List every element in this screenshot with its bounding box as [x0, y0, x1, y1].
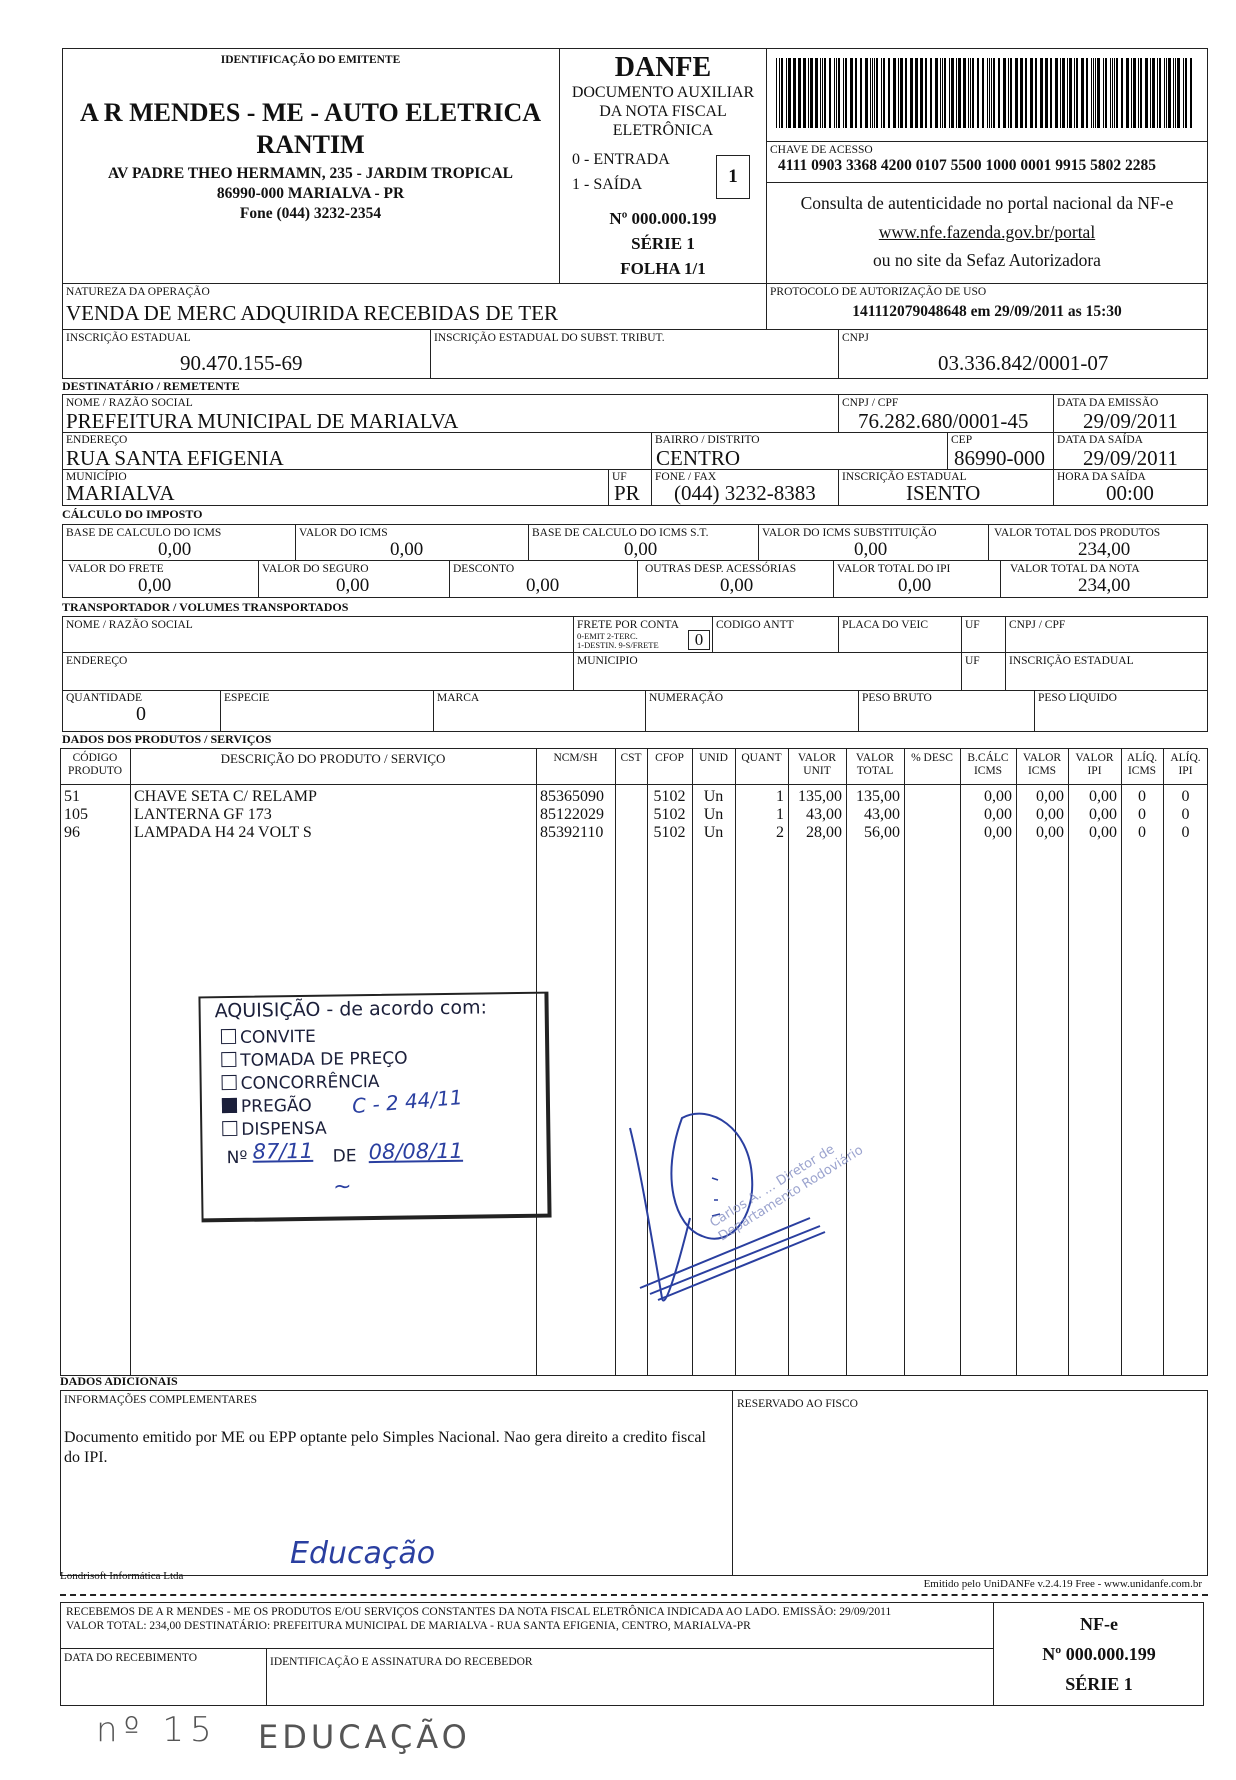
dest-hora-value: 00:00 — [1106, 481, 1154, 505]
total-nota-label: VALOR TOTAL DA NOTA — [1010, 563, 1140, 575]
danfe-numero: Nº 000.000.199 — [609, 209, 717, 228]
dest-ie-value: ISENTO — [906, 481, 981, 505]
stamp-scribble: ~ — [332, 1174, 352, 1200]
total-produtos-label: VALOR TOTAL DOS PRODUTOS — [994, 527, 1161, 539]
protocolo-value: 141112079048648 em 29/09/2011 as 15:30 — [852, 303, 1122, 320]
aquisicao-stamp — [198, 992, 551, 1223]
desconto-label: DESCONTO — [453, 563, 515, 575]
transp-especie-label: ESPECIE — [224, 692, 270, 704]
table-cell: 135,00 — [798, 788, 842, 805]
dest-saida-label: DATA DA SAÍDA — [1057, 434, 1143, 446]
dest-cnpj-value: 76.282.680/0001-45 — [858, 409, 1029, 433]
column-header: VALOR ICMS — [1022, 752, 1062, 777]
danfe-tipo-box: 1 — [716, 155, 750, 199]
danfe-folha: FOLHA 1/1 — [620, 259, 706, 278]
table-cell: 0,00 — [1036, 806, 1064, 823]
column-divider — [615, 748, 616, 1376]
imposto-section: CÁLCULO DO IMPOSTO — [62, 507, 203, 521]
table-cell: 43,00 — [864, 806, 900, 823]
stamp-num-handwritten: 87/11 — [252, 1138, 314, 1164]
table-cell: 1 — [776, 806, 784, 823]
dest-emissao-label: DATA DA EMISSÃO — [1057, 397, 1159, 409]
column-header: % DESC — [911, 752, 953, 764]
danfe-entrada: 0 - ENTRADA — [572, 151, 670, 168]
emitente-section-label: IDENTIFICAÇÃO DO EMITENTE — [220, 54, 401, 66]
base-icms-label: BASE DE CALCULO DO ICMS — [66, 527, 222, 539]
column-divider — [1163, 748, 1164, 1376]
dest-municipio-label: MUNICÍPIO — [66, 471, 127, 483]
base-st-label: BASE DE CALCULO DO ICMS S.T. — [532, 527, 709, 539]
table-cell: 43,00 — [806, 806, 842, 823]
table-cell: CHAVE SETA C/ RELAMP — [134, 788, 317, 805]
adicionais-section: DADOS ADICIONAIS — [60, 1374, 178, 1388]
produtos-section: DADOS DOS PRODUTOS / SERVIÇOS — [62, 732, 272, 746]
director-stamp: Carlos A. ... Diretor de Departamento Rodoviário — [707, 1141, 866, 1245]
stamp-date-handwritten: 08/08/11 — [368, 1138, 464, 1165]
info-complementares-text: Documento emitido por ME ou EPP optante pelo Simples Nacional. Nao gera direito a credito fiscal do IPI. — [64, 1429, 706, 1466]
transportador-section: TRANSPORTADOR / VOLUMES TRANSPORTADOS — [62, 600, 349, 614]
cut-line — [60, 1594, 1208, 1596]
dest-endereco-value: RUA SANTA EFIGENIA — [66, 446, 284, 470]
dest-emissao-value: 29/09/2011 — [1083, 409, 1178, 433]
consulta-line-1: Consulta de autenticidade no portal nacional da NF-e — [800, 193, 1174, 213]
transp-numeracao-label: NUMERAÇÃO — [649, 692, 724, 704]
emitente-name-1: A R MENDES - ME - AUTO ELETRICA — [79, 98, 542, 127]
table-cell: Un — [703, 824, 724, 841]
table-cell: 0 — [1138, 824, 1146, 841]
stamp-opt-pregao: PREGÃO — [222, 1096, 312, 1117]
table-cell: 0 — [1181, 806, 1190, 823]
table-cell: 0,00 — [984, 806, 1012, 823]
canhoto-text-2: VALOR TOTAL: 234,00 DESTINATÁRIO: PREFEITURA MUNICIPAL DE MARIALVA - RUA SANTA EFIGENIA, CENTRO, MARIALVA-PR — [66, 1620, 751, 1632]
table-cell: 5102 — [653, 824, 686, 841]
emitente-name-2: RANTIM — [256, 130, 365, 159]
transp-endereco-label: ENDEREÇO — [66, 655, 128, 667]
canhoto-nfe: NF-e — [1080, 1614, 1118, 1634]
column-header: DESCRIÇÃO DO PRODUTO / SERVIÇO — [220, 751, 446, 766]
valor-icms-label: VALOR DO ICMS — [299, 527, 388, 539]
natureza-value: VENDA DE MERC ADQUIRIDA RECEBIDAS DE TER — [66, 301, 558, 325]
protocolo-label: PROTOCOLO DE AUTORIZAÇÃO DE USO — [770, 286, 987, 298]
column-header: UNID — [699, 752, 728, 764]
outras-label: OUTRAS DESP. ACESSÓRIAS — [645, 563, 797, 575]
emitente-phone: Fone (044) 3232-2354 — [239, 205, 382, 222]
stamp-pregao-handwritten: C - 2 44/11 — [351, 1084, 464, 1119]
column-header: ALÍQ. IPI — [1170, 752, 1201, 777]
stamp-title: AQUISIÇÃO - de acordo com: — [214, 996, 488, 1023]
software-label: Londrisoft Informática Ltda — [60, 1570, 184, 1582]
dest-fone-label: FONE / FAX — [655, 471, 717, 483]
transp-quantidade-label: QUANTIDADE — [66, 692, 143, 704]
emitente-city: 86990-000 MARIALVA - PR — [216, 185, 405, 202]
transp-nome-label: NOME / RAZÃO SOCIAL — [66, 619, 193, 631]
danfe-title: DANFE — [614, 52, 712, 83]
column-divider — [1016, 748, 1017, 1376]
column-header: QUANT — [741, 752, 782, 764]
canhoto-numero: Nº 000.000.199 — [1042, 1644, 1156, 1664]
column-header: CST — [620, 752, 642, 764]
data-recebimento-label: DATA DO RECEBIMENTO — [64, 1652, 198, 1664]
table-cell: 0,00 — [1036, 788, 1064, 805]
stamp-opt-tomada: TOMADA DE PREÇO — [221, 1049, 407, 1072]
dest-uf-value: PR — [614, 481, 640, 505]
desconto-value: 0,00 — [526, 575, 560, 596]
frete-value: 0,00 — [138, 575, 172, 596]
table-cell: Un — [703, 788, 724, 805]
dest-saida-value: 29/09/2011 — [1083, 446, 1178, 470]
adicionais-frame — [60, 1390, 1208, 1576]
table-cell: 1 — [776, 788, 784, 805]
dest-ie-label: INSCRIÇÃO ESTADUAL — [842, 471, 967, 483]
consulta-line-2: ou no site da Sefaz Autorizadora — [873, 250, 1101, 270]
table-cell: 0,00 — [984, 824, 1012, 841]
valor-st-label: VALOR DO ICMS SUBSTITUIÇÃO — [762, 527, 937, 539]
footer-handwritten-number: nº 15 — [96, 1710, 218, 1750]
transp-marca-label: MARCA — [437, 692, 480, 704]
dest-municipio-value: MARIALVA — [66, 481, 175, 505]
danfe-subtitle-2: DA NOTA FISCAL — [599, 103, 727, 120]
transp-frete-label: FRETE POR CONTA — [577, 619, 679, 631]
cnpj-label: CNPJ — [842, 332, 869, 344]
column-header: CÓDIGO PRODUTO — [67, 752, 123, 777]
dest-cep-value: 86990-000 — [954, 446, 1045, 470]
dest-bairro-value: CENTRO — [656, 446, 740, 470]
table-cell: 0,00 — [1089, 788, 1117, 805]
frete-label: VALOR DO FRETE — [68, 563, 164, 575]
table-cell: LAMPADA H4 24 VOLT S — [134, 824, 312, 841]
danfe-subtitle-1: DOCUMENTO AUXILIAR — [571, 84, 755, 101]
transp-quantidade-value: 0 — [136, 703, 146, 725]
dest-nome-label: NOME / RAZÃO SOCIAL — [66, 397, 193, 409]
stamp-num-prefix: Nº — [226, 1147, 248, 1169]
table-cell: 56,00 — [864, 824, 900, 841]
table-cell: 105 — [64, 806, 88, 823]
dest-uf-label: UF — [612, 471, 627, 483]
footer-handwritten-text: EDUCAÇÃO — [258, 1718, 471, 1756]
column-divider — [960, 748, 961, 1376]
stamp-opt-dispensa: DISPENSA — [222, 1119, 327, 1140]
dest-cnpj-label: CNPJ / CPF — [842, 397, 899, 409]
table-cell: 0 — [1181, 788, 1190, 805]
ipi-label: VALOR TOTAL DO IPI — [837, 563, 951, 575]
table-cell: 2 — [776, 824, 784, 841]
table-cell: 85365090 — [540, 788, 604, 805]
table-cell: 0,00 — [1036, 824, 1064, 841]
column-header: B.CÁLC ICMS — [967, 752, 1009, 777]
table-cell: 51 — [64, 788, 80, 805]
column-header: ALÍQ. ICMS — [1126, 752, 1158, 777]
ie-value: 90.470.155-69 — [180, 351, 303, 375]
transp-frete-opt2: 1-DESTIN. 9-S/FRETE — [577, 640, 659, 650]
dest-hora-label: HORA DA SAÍDA — [1057, 471, 1146, 483]
table-cell: 85392110 — [540, 824, 604, 841]
consulta-url-link[interactable]: www.nfe.fazenda.gov.br/portal — [878, 222, 1096, 242]
educacao-handwritten: Educação — [290, 1536, 436, 1571]
info-complementares-label: INFORMAÇÕES COMPLEMENTARES — [64, 1394, 258, 1406]
column-divider — [1121, 748, 1122, 1376]
column-divider — [1068, 748, 1069, 1376]
table-cell: 0,00 — [984, 788, 1012, 805]
stamp-de: DE — [332, 1146, 357, 1167]
emitente-address: AV PADRE THEO HERMAMN, 235 - JARDIM TROPICAL — [107, 165, 514, 182]
column-header: VALOR IPI — [1075, 752, 1114, 777]
dest-endereco-label: ENDEREÇO — [66, 434, 128, 446]
stamp-opt-convite: CONVITE — [221, 1027, 316, 1048]
transp-antt-label: CODIGO ANTT — [716, 619, 794, 631]
barcode — [776, 58, 1196, 128]
column-divider — [130, 748, 131, 1376]
danfe-subtitle-3: ELETRÔNICA — [612, 122, 714, 139]
reservado-fisco-label: RESERVADO AO FISCO — [737, 1398, 858, 1410]
base-icms-value: 0,00 — [158, 539, 192, 560]
stamp-opt-concorrencia: CONCORRÊNCIA — [222, 1072, 380, 1094]
table-cell: 28,00 — [806, 824, 842, 841]
transp-frete-opt1: 0-EMIT 2-TERC. — [577, 631, 638, 641]
chave-label: CHAVE DE ACESSO — [770, 144, 873, 156]
danfe-saida: 1 - SAÍDA — [572, 176, 643, 193]
natureza-label: NATUREZA DA OPERAÇÃO — [66, 286, 210, 298]
transp-peso-liquido-label: PESO LIQUIDO — [1038, 692, 1117, 704]
transp-uf2-label: UF — [965, 655, 980, 667]
outras-value: 0,00 — [720, 575, 754, 596]
table-cell: 96 — [64, 824, 80, 841]
transp-peso-bruto-label: PESO BRUTO — [862, 692, 932, 704]
valor-icms-value: 0,00 — [390, 539, 424, 560]
valor-st-value: 0,00 — [854, 539, 888, 560]
ipi-value: 0,00 — [898, 575, 932, 596]
transp-placa-label: PLACA DO VEIC — [842, 619, 929, 631]
dest-bairro-label: BAIRRO / DISTRITO — [655, 434, 760, 446]
transp-ie-label: INSCRIÇÃO ESTADUAL — [1009, 655, 1134, 667]
table-cell: 135,00 — [856, 788, 900, 805]
canhoto-text-1: RECEBEMOS DE A R MENDES - ME OS PRODUTOS E/OU SERVIÇOS CONSTANTES DA NOTA FISCAL ELETRÔNICA INDICADA AO LADO. EMISSÃO: 29/09/2011 — [66, 1606, 892, 1618]
table-cell: 85122029 — [540, 806, 604, 823]
emitido-label: Emitido pelo UniDANFe v.2.4.19 Free - www.unidanfe.com.br — [923, 1578, 1202, 1590]
transp-uf-label: UF — [965, 619, 980, 631]
transp-municipio-label: MUNICIPIO — [577, 655, 638, 667]
dest-fone-value: (044) 3232-8383 — [674, 481, 816, 505]
table-cell: LANTERNA GF 173 — [134, 806, 272, 823]
column-header: CFOP — [655, 752, 684, 764]
transp-frete-value: 0 — [688, 630, 710, 650]
column-header: NCM/SH — [553, 752, 598, 764]
canhoto-serie: SÉRIE 1 — [1065, 1674, 1133, 1694]
table-cell: 0 — [1181, 824, 1190, 841]
ie-st-label: INSCRIÇÃO ESTADUAL DO SUBST. TRIBUT. — [434, 332, 665, 344]
column-divider — [904, 748, 905, 1376]
table-cell: 0,00 — [1089, 806, 1117, 823]
table-cell: 0 — [1138, 788, 1146, 805]
total-nota-value: 234,00 — [1078, 575, 1131, 596]
table-cell: 5102 — [653, 806, 686, 823]
total-produtos-value: 234,00 — [1078, 539, 1131, 560]
seguro-label: VALOR DO SEGURO — [262, 563, 369, 575]
destinatario-section: DESTINATÁRIO / REMETENTE — [62, 379, 240, 393]
table-cell: 0 — [1138, 806, 1146, 823]
table-cell: 0,00 — [1089, 824, 1117, 841]
dest-cep-label: CEP — [951, 434, 973, 446]
dest-nome-value: PREFEITURA MUNICIPAL DE MARIALVA — [66, 409, 459, 433]
seguro-value: 0,00 — [336, 575, 370, 596]
chave-value: 4111 0903 3368 4200 0107 5500 1000 0001 9915 5802 2285 — [778, 157, 1157, 174]
column-header: VALOR TOTAL — [855, 752, 895, 777]
table-cell: Un — [703, 806, 724, 823]
transp-cnpj-label: CNPJ / CPF — [1009, 619, 1066, 631]
table-cell: 5102 — [653, 788, 686, 805]
assinatura-recebedor-label: IDENTIFICAÇÃO E ASSINATURA DO RECEBEDOR — [270, 1656, 533, 1668]
column-header: VALOR UNIT — [797, 752, 837, 777]
base-st-value: 0,00 — [624, 539, 658, 560]
cnpj-value: 03.336.842/0001-07 — [938, 351, 1109, 375]
ie-label: INSCRIÇÃO ESTADUAL — [66, 332, 191, 344]
danfe-serie: SÉRIE 1 — [631, 234, 695, 253]
